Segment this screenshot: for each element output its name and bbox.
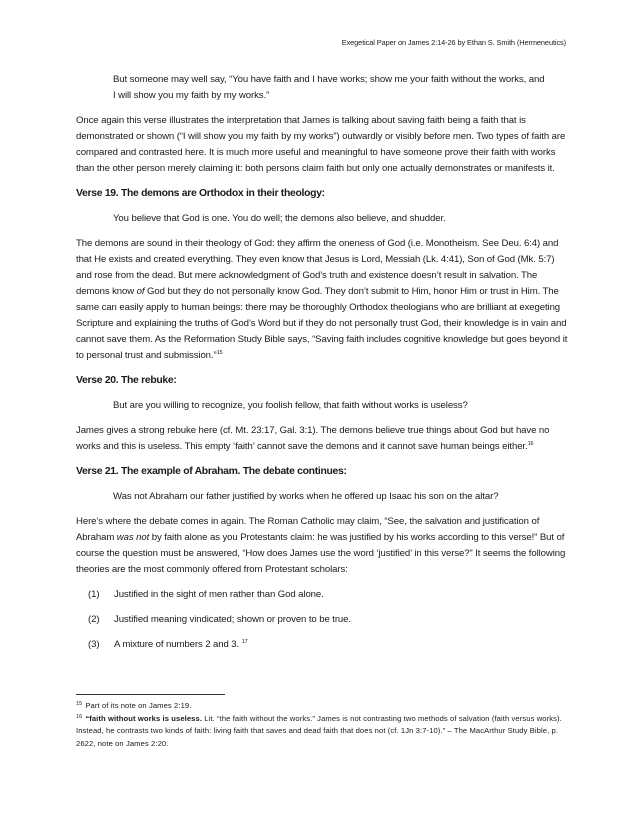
footnote-ref-16[interactable]: 16: [527, 441, 534, 447]
footnote-text: Part of its note on James 2:19.: [85, 701, 192, 710]
heading-verse-21: Verse 21. The example of Abraham. The debate continues:: [76, 466, 347, 477]
scripture-quote-verse-21: Was not Abraham our father justified by works when he offered up Isaac his son on the altar?: [113, 491, 499, 502]
footnote-text: Lit. “the faith without the works.” James is not contrasting two methods of salvation (faith versus works). Instead, he contrasts two kinds of faith: living faith that saves and dead faith that does not (cf. 1Jn 3:7-10).” – The MacArthur Study Bible, p. 2622, note on James 2:20.: [76, 713, 562, 748]
paragraph-text: by faith alone as you Protestants claim: he was justified by his works according to this verse!” But of course the question must be answered, “How does James use the word ‘justified’ in this verse?” It seems the following theories are the most commonly offered from Protestant scholars:: [76, 532, 566, 575]
footnote-number: 16: [76, 713, 83, 720]
emphasis-text: of: [136, 286, 145, 297]
list-item: [76, 587, 568, 603]
list-text: [114, 637, 248, 653]
list-number: (1): [88, 589, 100, 600]
footnote-ref-15[interactable]: 15: [216, 350, 223, 356]
heading-verse-19: Verse 19. The demons are Orthodox in their theology:: [76, 188, 325, 199]
footnote-15: [76, 700, 566, 713]
paragraph-text: God but they do not personally know God. They don’t submit to Him, honor Him or trust in Him. The same can easily apply to human beings: there may be thoroughly Orthodox theologians who are brilliant at exegeting Scripture and explaining the truths of God’s Word but if they do not personally trust God, their knowledge is in vain and cannot save them. As the Reformation Study Bible says, “Saving faith includes cognitive knowledge but goes beyond it to personal trust and submission.”: [76, 286, 568, 361]
paragraph-text: James gives a strong rebuke here (cf. Mt. 23:17, Gal. 3:1). The demons believe true things about God but have no works and this is useless. This empty ‘faith’ cannot save the demons and it cannot save human beings either.: [76, 425, 550, 452]
paragraph-verse-20-commentary: [76, 423, 568, 455]
footnote-bold-text: “faith without works is useless.: [85, 713, 203, 723]
list-item: [76, 637, 568, 653]
list-text: Justified in the sight of men rather than God alone.: [114, 589, 324, 600]
footnote-number: 15: [76, 701, 83, 707]
list-text: Justified meaning vindicated; shown or proven to be true.: [114, 614, 351, 625]
paragraph-verse-21-commentary: [76, 514, 568, 578]
list-number: (3): [88, 639, 100, 650]
paragraph-verse-19-commentary: [76, 236, 568, 364]
emphasis-text: was not: [116, 532, 150, 543]
footnotes: [76, 700, 566, 750]
list-text-body: A mixture of numbers 2 and 3.: [114, 639, 240, 650]
footnote-ref-17[interactable]: 17: [241, 639, 248, 645]
paragraph-text: The demons are sound in their theology of God: they affirm the oneness of God (i.e. Monotheism. See Deu. 6:4) and that He exists and created everything. They even know that Jesus is Lord, Messiah (Lk. 4:41), Son of God (Mk. 5:7) and rose from the dead. But mere acknowledgment of God’s truth and existence doesn’t result in salvation. The demons know: [76, 238, 559, 297]
scripture-quote-verse-20: But are you willing to recognize, you foolish fellow, that faith without works is useless?: [113, 400, 468, 411]
theory-list: [76, 587, 568, 653]
footnote-16: [76, 713, 566, 751]
body-content: [76, 72, 568, 662]
list-item: [76, 612, 568, 628]
paragraph-text: Here’s where the debate comes in again. The Roman Catholic may claim, “See, the salvation and justification of Abraham: [76, 516, 540, 543]
scripture-quote-verse-18: But someone may well say, “You have faith and I have works; show me your faith without the works, and I will show you my faith by my works.”: [113, 74, 545, 101]
list-number: (2): [88, 614, 100, 625]
footnote-divider: [76, 694, 225, 695]
paragraph-verse-18-commentary: Once again this verse illustrates the interpretation that James is talking about saving faith being a faith that is demonstrated or shown (“I will show you my faith by my works”) outwardly or visibly before men. Two types of faith are compared and contrasted here. It is much more useful and meaningful to have someone prove their faith with works than the other person merely claiming it: both persons claim faith but only one actually demonstrates or manifests it.: [76, 115, 566, 174]
scripture-quote-verse-19: You believe that God is one. You do well; the demons also believe, and shudder.: [113, 213, 446, 224]
running-header: Exegetical Paper on James 2:14-26 by Ethan S. Smith (Hermeneutics): [341, 38, 566, 47]
heading-verse-20: Verse 20. The rebuke:: [76, 375, 177, 386]
